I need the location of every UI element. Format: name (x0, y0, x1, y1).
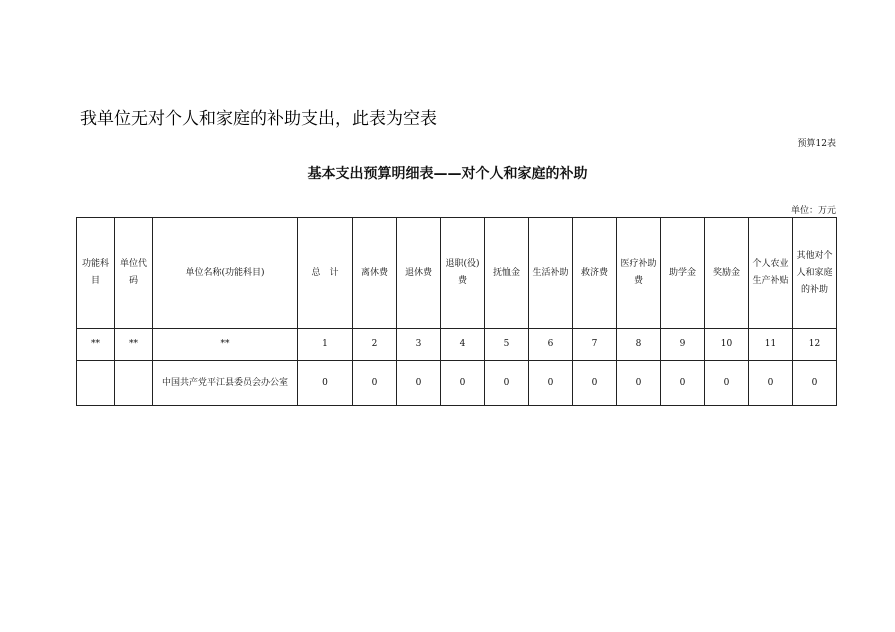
header-cell: 退职(役)费 (441, 218, 485, 329)
table-cell: 0 (793, 361, 837, 406)
unit-label: 单位：万元 (790, 206, 836, 216)
index-cell: 5 (485, 329, 529, 361)
table-cell: 0 (705, 361, 749, 406)
header-cell: 离休费 (353, 218, 397, 329)
form-number: 预算12表 (797, 139, 836, 149)
index-cell: 9 (661, 329, 705, 361)
table-cell: 0 (397, 361, 441, 406)
table-cell: 中国共产党平江县委员会办公室 (153, 361, 298, 406)
index-cell: 1 (298, 329, 353, 361)
table-cell: 0 (353, 361, 397, 406)
header-cell: 救济费 (573, 218, 617, 329)
table-cell: 0 (485, 361, 529, 406)
table-cell: 0 (617, 361, 661, 406)
index-cell: ** (153, 329, 298, 361)
table-cell (115, 361, 153, 406)
header-cell: 单位代码 (115, 218, 153, 329)
header-cell: 生活补助 (529, 218, 573, 329)
index-cell: 4 (441, 329, 485, 361)
index-cell: 6 (529, 329, 573, 361)
table-row (77, 361, 837, 406)
header-cell: 助学金 (661, 218, 705, 329)
table-cell: 0 (661, 361, 705, 406)
index-cell: 10 (705, 329, 749, 361)
index-cell: ** (115, 329, 153, 361)
document-title: 基本支出预算明细表——对个人和家庭的补助 (307, 166, 588, 182)
table-cell: 0 (529, 361, 573, 406)
table-cell: 0 (441, 361, 485, 406)
header-cell: 功能科目 (77, 218, 115, 329)
table-cell: 0 (573, 361, 617, 406)
header-cell: 医疗补助费 (617, 218, 661, 329)
table-cell (77, 361, 115, 406)
index-cell: 2 (353, 329, 397, 361)
header-cell: 奖励金 (705, 218, 749, 329)
header-row (77, 218, 837, 329)
header-cell: 抚恤金 (485, 218, 529, 329)
header-cell: 其他对个人和家庭的补助 (793, 218, 837, 329)
header-cell: 单位名称(功能科目) (153, 218, 298, 329)
header-cell: 个人农业生产补贴 (749, 218, 793, 329)
index-row (77, 329, 837, 361)
subsidy-budget-table (76, 217, 837, 406)
header-cell: 退休费 (397, 218, 441, 329)
index-cell: ** (77, 329, 115, 361)
empty-table-notice: 我单位无对个人和家庭的补助支出，此表为空表 (80, 109, 437, 129)
header-cell: 总 计 (298, 218, 353, 329)
index-cell: 12 (793, 329, 837, 361)
index-cell: 11 (749, 329, 793, 361)
index-cell: 3 (397, 329, 441, 361)
table-cell: 0 (298, 361, 353, 406)
index-cell: 7 (573, 329, 617, 361)
index-cell: 8 (617, 329, 661, 361)
table-cell: 0 (749, 361, 793, 406)
